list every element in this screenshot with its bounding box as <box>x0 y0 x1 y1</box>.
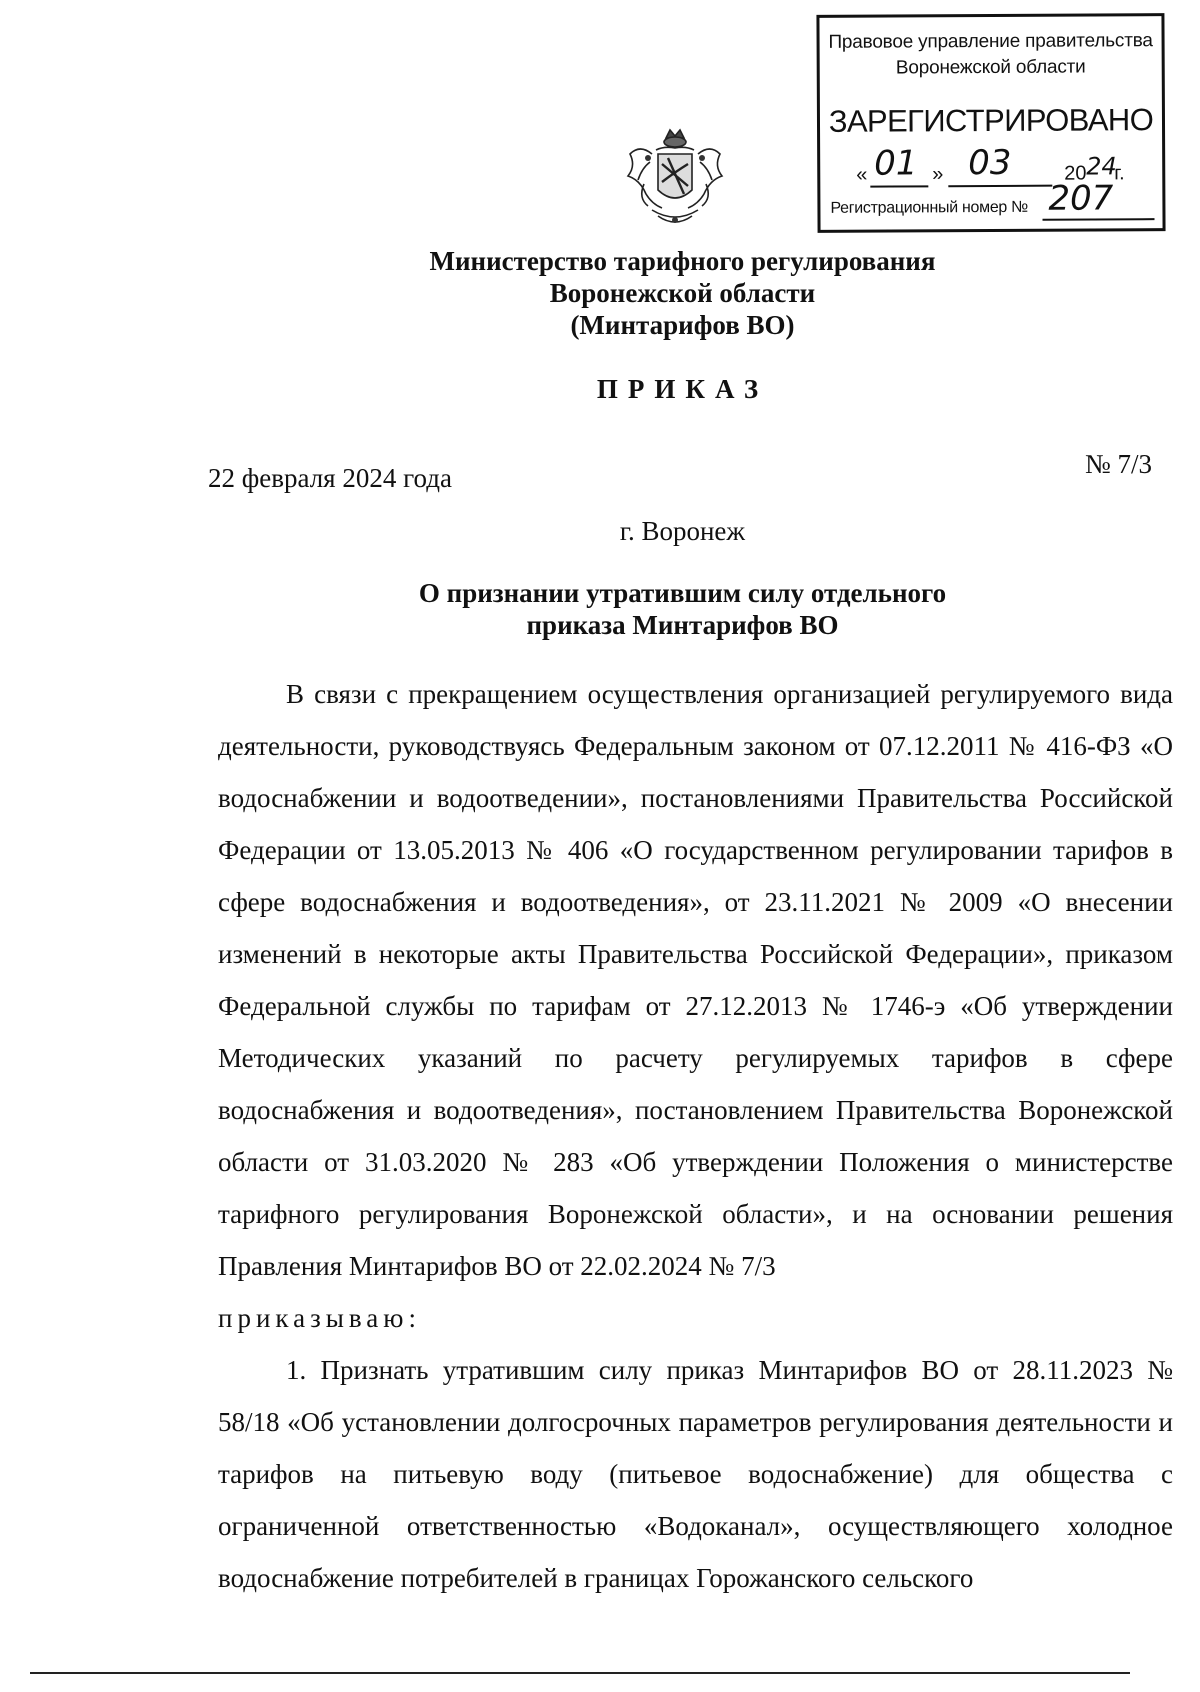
stamp-quote-close: » <box>932 163 944 186</box>
document-number: № 7/3 <box>1085 449 1153 479</box>
document-date: 22 февраля 2024 года <box>208 463 452 493</box>
coat-of-arms-emblem <box>622 124 728 234</box>
subject-line1: О признании утратившим силу отдельного <box>418 578 947 608</box>
registration-stamp <box>816 13 1165 233</box>
subject-line2: приказа Минтарифов ВО <box>526 610 839 640</box>
stamp-year-g: г. <box>1114 162 1125 185</box>
stamp-status: ЗАРЕГИСТРИРОВАНО <box>828 102 1154 139</box>
document-type: ПРИКАЗ <box>596 374 769 404</box>
org-name-line2: Воронежской области <box>549 278 816 308</box>
stamp-month-underline <box>948 185 1052 188</box>
stamp-authority-line2: Воронежской области <box>895 56 1086 79</box>
page-bottom-rule <box>30 1672 1130 1674</box>
stamp-day-handwritten: 01 <box>874 143 918 184</box>
stamp-regnum-row <box>830 199 1028 218</box>
document-city: г. Воронеж <box>619 516 746 546</box>
stamp-regnum-handwritten: 207 <box>1048 178 1114 219</box>
document-body <box>218 668 1173 1604</box>
order-word: приказываю: <box>218 1303 421 1333</box>
org-name-short: (Минтарифов ВО) <box>570 310 795 340</box>
org-name-line1: Министерство тарифного регулирования <box>429 246 936 276</box>
stamp-day-underline <box>870 185 928 187</box>
stamp-quote-open: « <box>856 163 868 186</box>
stamp-year-prefix: 20 <box>1064 162 1087 185</box>
preamble-paragraph: В связи с прекращением осуществления организацией регулируемого вида деятельности, руководствуясь Федеральным законом от 07.12.2011 № 416-ФЗ «О водоснабжении и водоотведении», постановлениями Правительства Российской Федерации от 13.05.2013 № 406 «О государственном регулировании тарифов в сфере водоснабжения и водоотведения», от 23.11.2021 № 2009 «О внесении изменений в некоторые акты Правительства Российской Федерации», приказом Федеральной службы по тарифам от 27.12.2013 № 1746-э «Об утверждении Методических указаний по расчету регулируемых тарифов в сфере водоснабжения и водоотведения», постановлением Правительства Воронежской области от 31.03.2020 № 283 «Об утверждении Положения о министерстве тарифного регулирования Воронежской области», и на основании решения Правления Минтарифов ВО от 22.02.2024 № 7/3 <box>218 679 1173 1281</box>
stamp-month-handwritten: 03 <box>968 142 1012 184</box>
stamp-year-handwritten: 24 <box>1086 152 1117 181</box>
item-1-paragraph: 1. Признать утратившим силу приказ Минтарифов ВО от 28.11.2023 № 58/18 «Об установлении долгосрочных параметров регулирования деятельности и тарифов на питьевую воду (питьевое водоснабжение) для общества с ограниченной ответственностью «Водоканал», осуществляющего холодное водоснабжение потребителей в границах Горожанского сельского <box>218 1355 1173 1593</box>
stamp-regnum-label: Регистрационный номер № <box>830 198 1029 217</box>
stamp-authority-line1: Правовое управление правительства <box>828 30 1153 53</box>
